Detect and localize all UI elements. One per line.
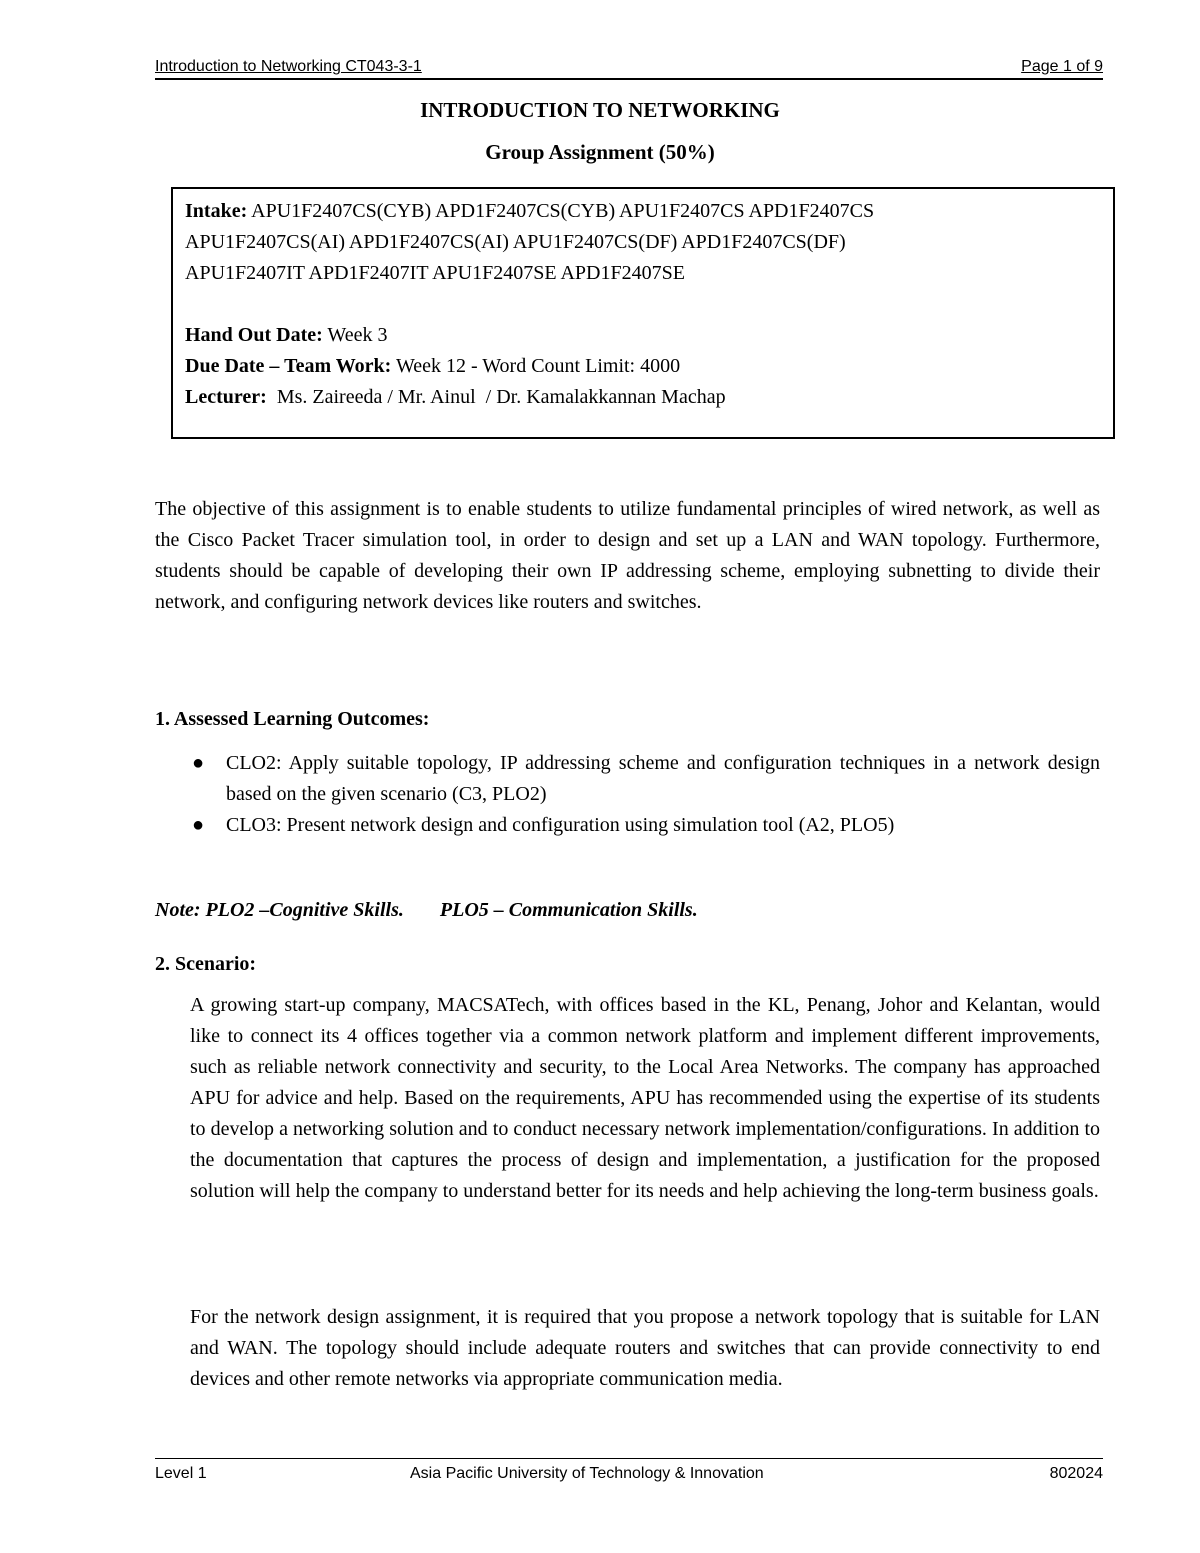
header-page-number: Page 1 of 9 bbox=[1021, 58, 1103, 75]
due-date-value: Week 12 - Word Count Limit: 4000 bbox=[391, 355, 681, 377]
note-plo5: PLO5 – Communication Skills. bbox=[439, 899, 698, 921]
intake-label: Intake: bbox=[185, 200, 248, 222]
clo2-text: CLO2: Apply suitable topology, IP addressing scheme and configuration techniques in a network design based on the given scenario (C3, PLO2) bbox=[226, 752, 1100, 805]
intake-line-3: APU1F2407IT APD1F2407IT APU1F2407SE APD1F2407SE bbox=[185, 262, 685, 284]
section-heading-scenario: 2. Scenario: bbox=[155, 953, 257, 975]
scenario-paragraph-2: For the network design assignment, it is required that you propose a network topology that is suitable for LAN and WAN. The topology should include adequate routers and switches that can provide connectivity to end devices and other remote networks via appropriate communication media. bbox=[190, 1306, 1100, 1390]
handout-label: Hand Out Date: bbox=[185, 324, 323, 346]
footer-code: 802024 bbox=[1049, 1465, 1103, 1482]
footer-university: Asia Pacific University of Technology & Innovation bbox=[410, 1465, 764, 1482]
learning-outcomes-list bbox=[190, 748, 1100, 841]
document-subtitle: Group Assignment (50%) bbox=[485, 140, 715, 164]
due-date-label: Due Date – Team Work: bbox=[185, 355, 392, 377]
document-title: INTRODUCTION TO NETWORKING bbox=[420, 98, 780, 122]
section-heading-learning-outcomes: 1. Assessed Learning Outcomes: bbox=[155, 708, 430, 730]
due-date-row bbox=[185, 351, 1101, 382]
plo-note bbox=[155, 898, 698, 922]
lecturer-value: Ms. Zaireeda / Mr. Ainul / Dr. Kamalakkannan Machap bbox=[266, 386, 726, 408]
note-plo2: Note: PLO2 –Cognitive Skills. bbox=[155, 899, 404, 921]
bullet-icon: ● bbox=[192, 752, 205, 774]
list-item bbox=[190, 810, 1100, 841]
footer-level: Level 1 bbox=[155, 1465, 207, 1482]
objective-paragraph: The objective of this assignment is to enable students to utilize fundamental principles of wired network, as well as the Cisco Packet Tracer simulation tool, in order to design and set up a LAN and WAN topology. Furthermore, students should be capable of developing their own IP addressing scheme, employing subnetting to divide their network, and configuring network devices like routers and switches. bbox=[155, 498, 1100, 613]
lecturer-row bbox=[185, 382, 1101, 413]
intake-line-1: APU1F2407CS(CYB) APD1F2407CS(CYB) APU1F2407CS APD1F2407CS bbox=[247, 200, 875, 222]
handout-value: Week 3 bbox=[322, 324, 388, 346]
running-header bbox=[155, 58, 1103, 80]
assignment-info-box bbox=[171, 187, 1115, 439]
clo3-text: CLO3: Present network design and configuration using simulation tool (A2, PLO5) bbox=[226, 814, 895, 836]
lecturer-label: Lecturer: bbox=[185, 386, 267, 408]
bullet-icon: ● bbox=[192, 814, 205, 836]
header-course-title: Introduction to Networking CT043-3-1 bbox=[155, 58, 422, 75]
handout-row bbox=[185, 320, 1101, 351]
intake-line-2: APU1F2407CS(AI) APD1F2407CS(AI) APU1F2407CS(DF) APD1F2407CS(DF) bbox=[185, 231, 846, 253]
list-item bbox=[190, 748, 1100, 810]
spacer bbox=[185, 289, 1101, 320]
scenario-paragraph-1: A growing start-up company, MACSATech, with offices based in the KL, Penang, Johor and Kelantan, would like to connect its 4 offices together via a common network platform and implement different improvements, such as reliable network connectivity and security, to the Local Area Networks. The company has approached APU for advice and help. Based on the requirements, APU has recommended using the expertise of its students to develop a networking solution and to conduct necessary network implementation/configurations. In addition to the documentation that captures the process of design and implementation, a justification for the proposed solution will help the company to understand better for its needs and help achieving the long-term business goals. bbox=[190, 994, 1100, 1202]
intake-row bbox=[185, 196, 1101, 227]
running-footer bbox=[155, 1458, 1103, 1482]
